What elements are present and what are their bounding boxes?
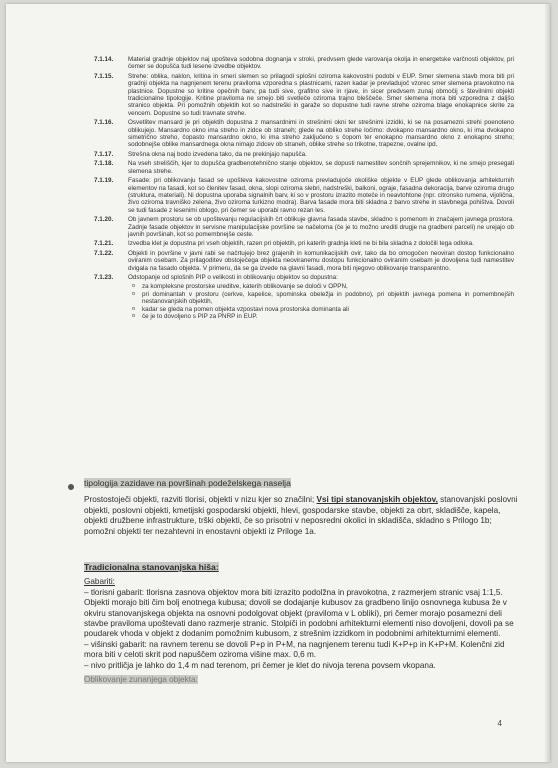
bullet-dot-icon [68, 484, 74, 490]
clause-item [94, 240, 514, 247]
clause-text: Odstopanje od splošnih PIP o velikosti in oblikovanju objektov so dopustna: [128, 273, 338, 281]
clause-text: Izvedba klet je dopustna pri vseh objektih, razen pri objektih, pri katerih gradnja kleti ne bi bila skladna z določili tega odloka. [128, 240, 474, 248]
clause-item [94, 160, 514, 175]
section-title: tipologija zazidave na površinah podeželskega naselja [84, 478, 291, 488]
clause-number: 7.1.14. [94, 56, 114, 63]
section-body-link: Vsi tipi stanovanjskih objektov, [316, 495, 438, 505]
house-title: Tradicionalna stanovanjska hiša: [84, 562, 219, 572]
clause-number: 7.1.19. [94, 177, 114, 185]
clause-number: 7.1.17. [94, 150, 114, 158]
clause-number: 7.1.20. [94, 216, 114, 224]
document-page [6, 4, 550, 762]
list-item: o kadar se gleda na pomen objekta vzpostavi nova prostorska dominanta ali [142, 306, 514, 313]
clause-number: 7.1.15. [94, 72, 114, 80]
clause-item [94, 177, 514, 214]
clause-text: Strehe: oblika, naklon, kritina in smeri slemen so prilagodi splošni oziroma kakovostni podobi v EUP. Smer slemena stavb mora biti pri gradnji objekta na nagnjenem terenu praviloma vzporedna s plastnicami, razen kadar je prevladujoč vzorec smer slemena pravokotno na plastnice. Dopustne so kritine opečnih barv, pa tudi sive, grafitno sive in rjave, in sicer predvsem zunaj območij s številnimi objekti tradicionalne tipologije. Kritine praviloma ne smejo biti svetleče oziroma trajno bleščeče. Smer slemena mora biti vzporedna z daljšo stranico objekta. Pri pomožnih objektih kot so nadstreški in garaže so dopustne tudi ravne strehe oziroma blage enokapnice skrite za vencem. Dopustne so tudi travnate strehe. [128, 72, 514, 117]
clause-item [94, 250, 514, 272]
clause-number: 7.1.16. [94, 119, 114, 127]
clause-item [94, 119, 514, 149]
gabariti-ground-level: – nivo pritličja je lahko do 1,4 m nad terenom, pri čemer je klet do nivoja terena povsem vkopana. [84, 660, 436, 670]
list-item: o za kompleksne prostorske ureditve, katerih oblikovanje se določi v OPPN, [142, 283, 514, 290]
house-section [84, 562, 524, 685]
gabariti-floor-plan: – tlorisni gabarit: tlorisna zasnova objektov mora biti izrazito podolžna in pravokotna, z razmerjem stranic vsaj 1:1,5. Objekti morajo biti čim bolj enotnega kubusa; dovoli se dodajanje kubusov za gradbeno linijo osnovnega kubusa že v okviru stanovanjskega objekta na osnovni podolgovat objekt (praviloma v L obliki), pri čemer morajo posamezni deli stavbe praviloma upoštevati dano razmerje stranic. Stolpiči in podobni arhitekturni elementi niso dovoljeni, dovoli pa se poudarek vhoda v objekt z dodanim pomožnim kubusom, z strešnim izzidkom in podobnimi arhitekturnimi elementi. [84, 587, 514, 639]
clause-text: Material gradnje objektov naj upošteva sodobna dognanja v stroki, predvsem glede varovanja okolja in energetske varčnosti objektov, pri čemer se dopušča tudi lesene izvedbe objektov. [128, 56, 514, 71]
clause-number: 7.1.18. [94, 160, 114, 168]
list-item: o če je to dovoljeno s PIP za PNRP in EUP. [142, 313, 514, 320]
clause-text: Objekti in površine v javni rabi se načrtujejo brez grajenih in komunikacijskih ovir, tako da bo omogočen neoviran dostop funkcionalno oviranim osebam. Za prilagoditev obstoječega objekta neoviranemu dostopu funkcionalno oviranim osebam je dovoljena tudi namestitev dvigala na fasado objekta. V primeru, da se ga izvede na glavni fasadi, mora biti njegovo oblikovanje transparentno. [128, 249, 514, 272]
exceptions-block [94, 283, 514, 320]
cut-line: Oblikovanje zunanjega objekta: [84, 675, 198, 685]
clause-item [94, 151, 514, 158]
section-body-post: stanovanjski poslovni objekti, poslovni objekti, kmetijski gospodarski objekti, hlevi, gospodarske stavbe, objekti za obrt, skladišče, kapela, objekti družbene infrastrukture, trški objekti, če so prisotni v neposredni okolici in skladišča, skladno s Prilogo 1b; pomožni objekti ter nezahtevni in enostavni objekti iz Priloge 1a. [84, 495, 518, 536]
gabariti-height: – višinski gabarit: na ravnem terenu se dovoli P+p in P+M, na nagnjenem terenu tudi K+P+p in K+P+M. Kolenčni zid mora biti v celoti skrit pod napuščem oziroma višine max. 0,6 m. [84, 639, 505, 660]
exceptions-list [128, 283, 514, 320]
section-body-pre: Prostostoječi objekti, razviti tlorisi, objekti v nizu kjer so značilni; [84, 495, 317, 505]
clause-text: Osvetlitev mansard je pri objektih dopustna z mansardnimi in strešnimi okni ter strešnimi izzidki, ki se na posamezni strehi poenoteno oblikujejo. Mansardno okno ima streho in zidce ob straneh; glede na obliko strehe ločimo: dvokapno mansardno okno, ki ima dvokapno simetrično streho, čopasto mansardno okno, ki ima streho zaključeno s čopom ter enokapno mansardno okno z enokapno streho; sodobnejše oblike mansardnega okna nimajo zidcev ob straneh, oblike strehe so trikotne, trapezne, ovalne ipd. [128, 119, 514, 149]
page-number: 4 [497, 719, 502, 728]
typology-section [84, 478, 524, 537]
clause-text: Strešna okna naj bodo izvedena tako, da ne prekinjajo napušča. [128, 150, 307, 158]
clause-item [94, 73, 514, 117]
clause-item [94, 274, 514, 281]
clause-text: Ob javnem prostoru se ob upoštevanju regulacijskih črt oblikuje glavna fasada stavbe, skladno s pomenom in značajem javnega prostora. Zadnje fasade objektov in servisne manipulacijske površine se načeloma (če je to možno urediti drugje na gradbeni parceli) ne urejajo ob javnih površinah, kot so pomembnejše ceste. [128, 216, 514, 238]
scan-edge [544, 4, 550, 762]
clause-number: 7.1.22. [94, 249, 114, 257]
clause-text: Na vseh streliščih, kjer to dopušča gradbenotehnično stanje objektov, se dopusti namestitev sončnih sprejemnikov, ki ne smejo presegati slemena strehe. [128, 160, 514, 175]
clause-item [94, 56, 514, 71]
clauses-list [94, 56, 514, 322]
clause-item [94, 216, 514, 238]
gabariti-label: Gabariti: [84, 577, 115, 587]
clause-text: Fasade: pri oblikovanju fasad se upošteva kakovostne oziroma prevladujoče okoliške objekte v EUP glede oblikovanja arhitekturnih elementov na fasadi, kot so členitev fasad, okna, slopi oziroma slebri, nadstreški, balkoni, ograje, fasadna dekoracija, barve oziroma drugo (struktura, materiali). Ni dopustna uporaba signalnih barv, ki so v prostoru izrazito moteče in neavtohtone (npr. citronsko rumena, vijolična, živo oziroma travniško zelena, živo oziroma turkizno modra). Barva fasade mora biti skladna z barvo strehe in stavbnega pohištva. Dovoli se tudi fasade z lesenimi oblogo, pri čemer se uporabi ravno rezan les. [128, 177, 514, 214]
clause-number: 7.1.23. [94, 273, 114, 281]
list-item: o pri dominantah v prostoru (cerkve, kapelice, spominska obeležja in podobno), pri objektih javnega pomena in pomembnejših nestanovanjskih objektih, [142, 291, 514, 306]
clause-number: 7.1.21. [94, 240, 114, 248]
